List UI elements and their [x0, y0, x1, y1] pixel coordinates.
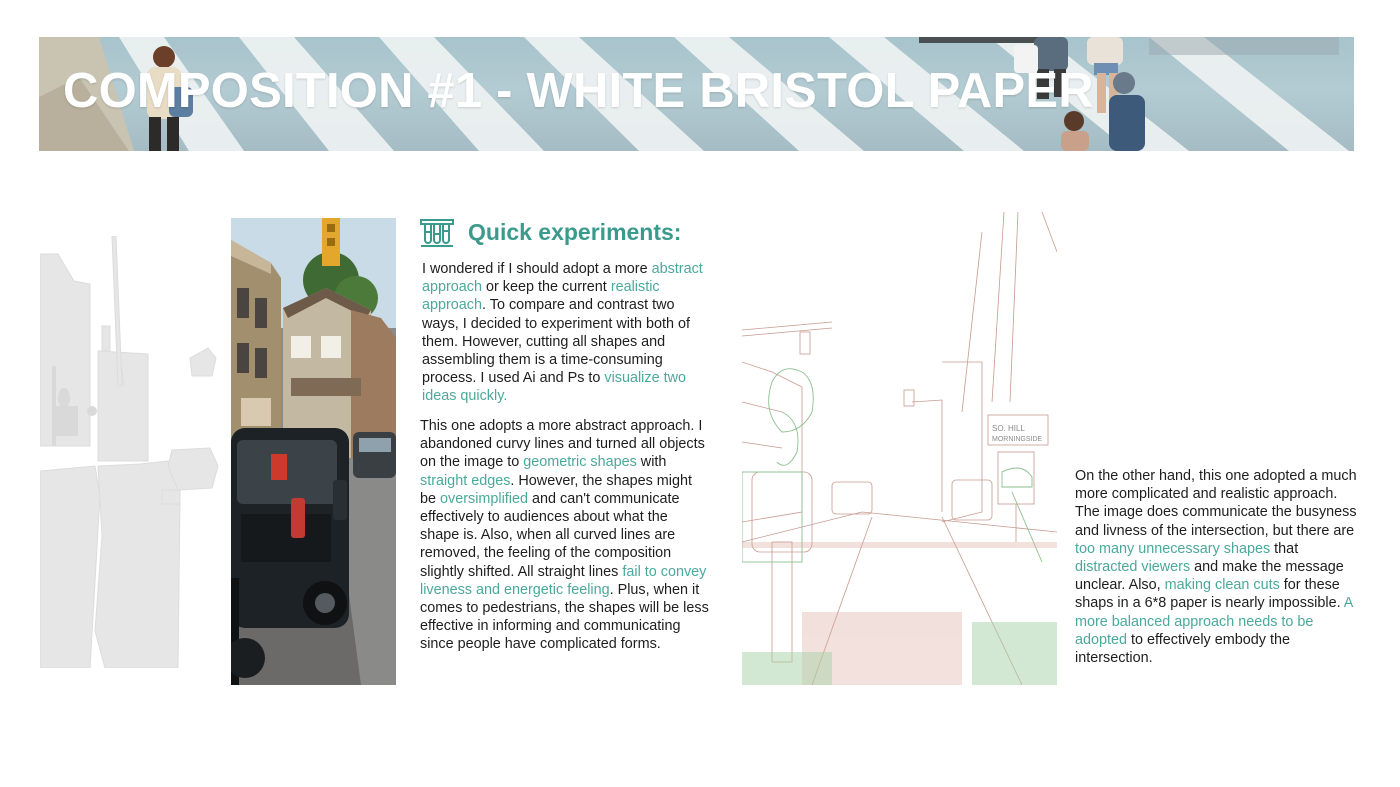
abstract-approach-paragraph: This one adopts a more abstract approach. I abandoned curvy lines and turned all objects on the image to geometric shapes with straight edges. However, the shapes might be oversimplified and can't communicate effectively to audiences about what the shape is. Also, when all curved lines are removed, the feeling of the composition slightly shifted. All straight lines fail to convey liveness and energetic feeling. Plus, when it comes to pedestrians, the shapes will be less effective in informing and communicating since people have complicated forms. [420, 418, 709, 653]
highlight-oversimplified: oversimplified [440, 490, 528, 507]
section-heading [420, 216, 681, 248]
highlight-distracted-viewers: distracted viewers [1075, 559, 1191, 576]
highlight-fail-to-convey: fail to convey liveness and energetic feeling [420, 563, 707, 598]
intro-paragraph: I wondered if I should adopt a more abstract approach or keep the current realistic approach. To compare and contrast two ways, I decided to experiment with both of them. However, cutting all shapes and assembling them is a time-consuming process. I used Ai and Ps to visualize two ideas quickly. [422, 261, 703, 405]
sketch-sign-2: MORNINGSIDE [992, 436, 1043, 443]
abstract-shapes-composition [40, 236, 222, 668]
highlight-clean-cuts: making clean cuts [1164, 577, 1280, 594]
realistic-line-sketch [742, 212, 1057, 685]
highlight-realistic-approach: realistic approach [422, 279, 660, 314]
highlight-abstract-approach: abstract approach [422, 261, 703, 296]
highlight-straight-edges: straight edges [420, 472, 511, 489]
section-heading-text: Quick experiments: [468, 218, 682, 245]
highlight-unnecessary-shapes: too many unnecessary shapes [1075, 540, 1271, 557]
highlight-balanced-approach: A more balanced approach needs to be adopted [1075, 595, 1353, 648]
realistic-approach-paragraph: On the other hand, this one adopted a much more complicated and realistic approach. The image does communicate the busyness and livness of the intersection, but there are too many unnecessary shapes that distracted viewers and make the message unclear. Also, making clean cuts for these shaps in a 6*8 paper is nearly impossible. A more balanced approach needs to be adopted to effectively embody the intersection. [1075, 468, 1357, 667]
page-title: COMPOSITION #1 - WHITE BRISTOL PAPER [63, 64, 1094, 118]
street-photo [231, 218, 396, 685]
sketch-sign-1: SO. HILL [992, 424, 1025, 433]
highlight-visualize-ideas: visualize two ideas quickly. [422, 370, 686, 405]
test-tubes-icon [420, 216, 454, 248]
highlight-geometric-shapes: geometric shapes [523, 454, 637, 471]
header-banner [39, 37, 1354, 151]
